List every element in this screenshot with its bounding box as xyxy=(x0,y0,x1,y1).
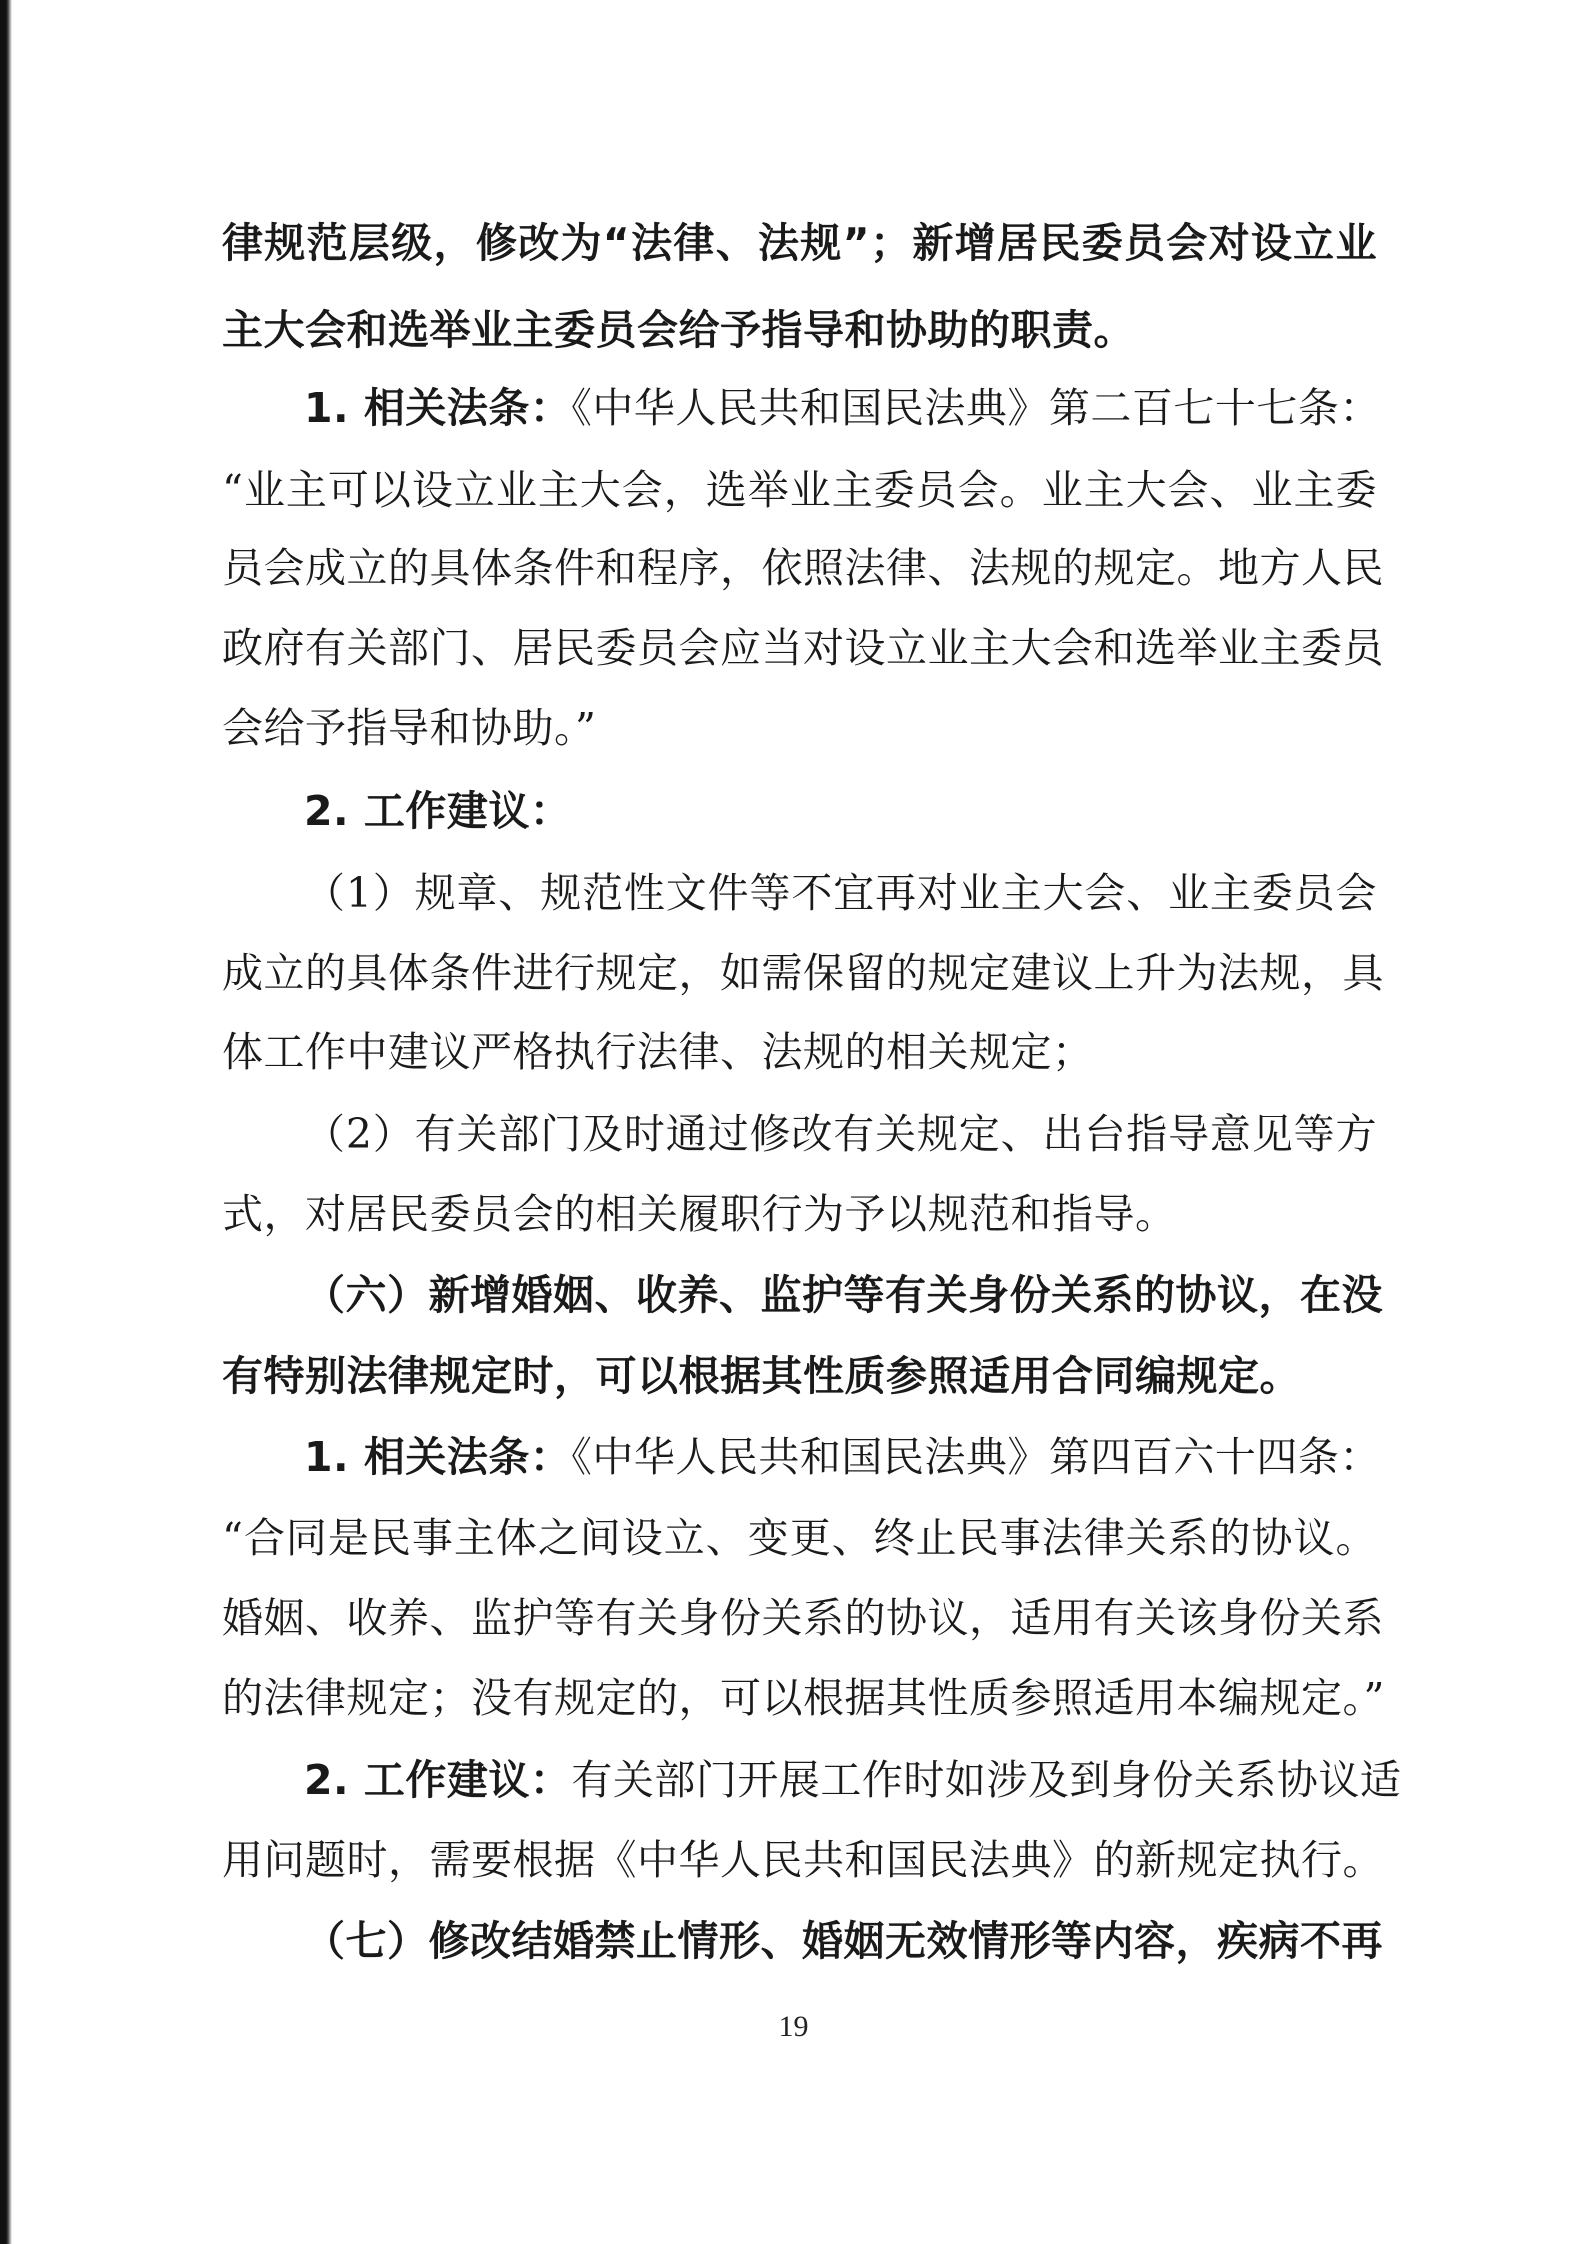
text-line: （2）有关部门及时通过修改有关规定、出台指导意见等方 xyxy=(304,1110,1377,1158)
text-line: 式，对居民委员会的相关履职行为予以规范和指导。 xyxy=(222,1190,1177,1238)
text-line: 政府有关部门、居民委员会应当对设立业主大会和选举业主委员 xyxy=(222,624,1384,672)
section-heading: （七）修改结婚禁止情形、婚姻无效情形等内容，疾病不再 xyxy=(304,1917,1383,1965)
suggestion-heading: 2. 工作建议： xyxy=(304,787,572,835)
suggestion-text: 有关部门开展工作时如涉及到身份关系协议适 xyxy=(571,1756,1402,1804)
suggestion-line xyxy=(304,1750,1402,1810)
text-line: 成立的具体条件进行规定，如需保留的规定建议上升为法规，具 xyxy=(222,949,1384,997)
section-heading: 有特别法律规定时，可以根据其性质参照适用合同编规定。 xyxy=(222,1352,1301,1400)
text-line: 的法律规定；没有规定的，可以根据其性质参照适用本编规定。” xyxy=(222,1674,1385,1722)
text-line: 律规范层级，修改为“法律、法规”；新增居民委员会对设立业 xyxy=(222,219,1377,267)
text-line: 主大会和选举业主委员会给予指导和协助的职责。 xyxy=(222,306,1135,354)
text-line: 会给予指导和协助。” xyxy=(222,704,597,752)
clause-heading: 1. 相关法条：《中华人民共和国民法典》第二百七十七条： xyxy=(304,384,1381,432)
text-line: 员会成立的具体条件和程序，依照法律、法规的规定。地方人民 xyxy=(222,544,1384,592)
text-line: 婚姻、收养、监护等有关身份关系的协议，适用有关该身份关系 xyxy=(222,1594,1384,1642)
text-line: “业主可以设立业主大会，选举业主委员会。业主大会、业主委 xyxy=(222,466,1377,514)
clause-heading: 1. 相关法条：《中华人民共和国民法典》第四百六十四条： xyxy=(304,1433,1381,1481)
page-number: 19 xyxy=(778,2010,809,2043)
text-line: “合同是民事主体之间设立、变更、终止民事法律关系的协议。 xyxy=(222,1514,1377,1562)
text-line: 体工作中建议严格执行法律、法规的相关规定； xyxy=(222,1028,1094,1076)
text-line: （1）规章、规范性文件等不宜再对业主大会、业主委员会 xyxy=(304,869,1377,917)
suggestion-label: 2. 工作建议： xyxy=(304,1756,572,1804)
scan-binding-edge xyxy=(0,0,12,2244)
section-heading: （六）新增婚姻、收养、监护等有关身份关系的协议，在没 xyxy=(304,1271,1383,1319)
text-line: 用问题时，需要根据《中华人民共和国民法典》的新规定执行。 xyxy=(222,1836,1384,1884)
